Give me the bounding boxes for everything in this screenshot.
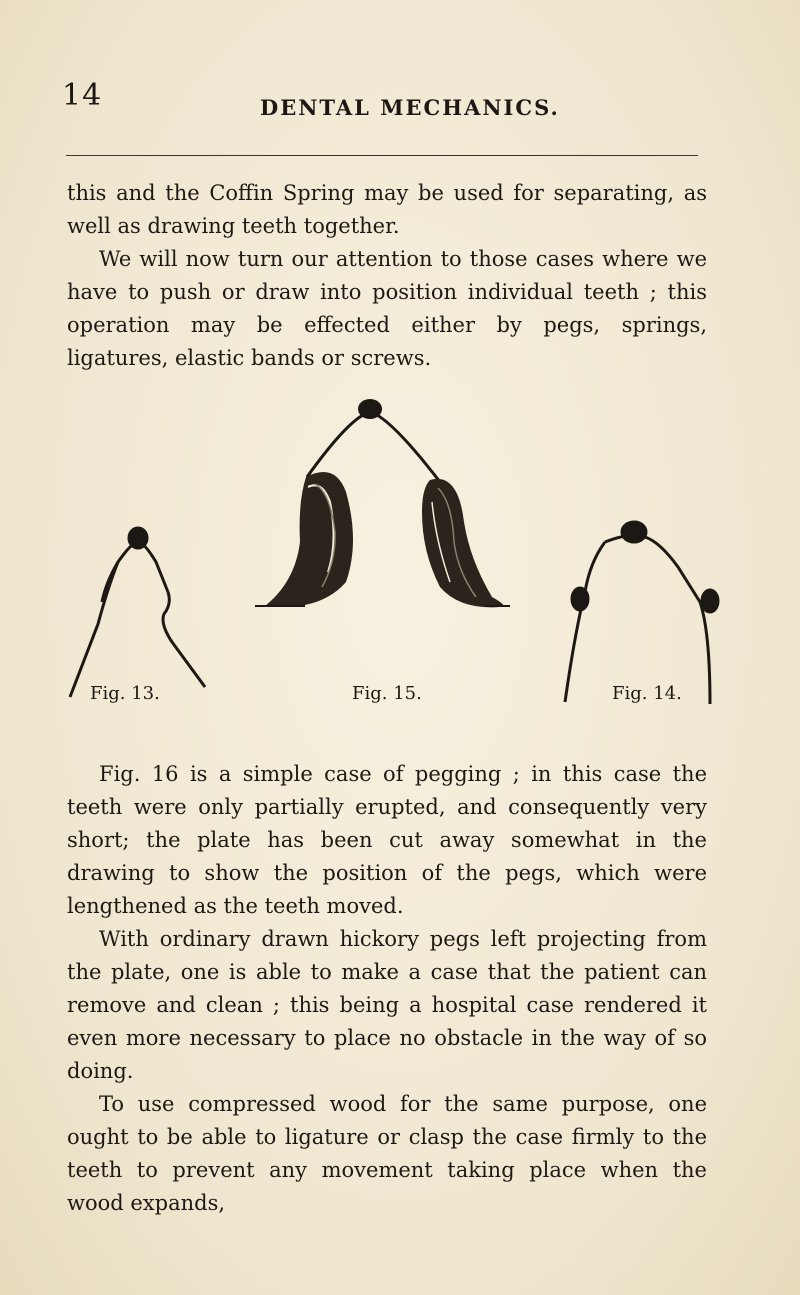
fig-14-coil-spring [565, 522, 718, 704]
paragraph-5: To use compressed wood for the same purpose, one ought to be able to ligature or clasp the case firmly to the teeth to prevent any movement taking place when the wood expands, [67, 1092, 707, 1215]
fig-13-caption: Fig. 13. [90, 683, 160, 704]
fig-13-spring [70, 528, 205, 697]
lower-text [67, 758, 707, 1220]
paragraph-3: Fig. 16 is a simple case of pegging ; in this case the teeth were only partially erupted, and consequently very short; the plate has been cut away somewhat in the drawing to show the position of the pegs, which were lengthened as the teeth moved. [67, 762, 707, 918]
page-number: 14 [62, 78, 103, 113]
fig-15-caption: Fig. 15. [352, 683, 422, 704]
paragraph-2: We will now turn our attention to those cases where we have to push or draw into position individual teeth ; this operation may be effected either by pegs, springs, ligatures, elastic bands or screws. [67, 247, 707, 370]
upper-text [67, 177, 707, 375]
fig-14-caption: Fig. 14. [612, 683, 682, 704]
running-title: DENTAL MECHANICS. [260, 95, 560, 120]
paragraph-1: this and the Coffin Spring may be used for separating, as well as drawing teeth together. [67, 181, 707, 238]
paragraph-4: With ordinary drawn hickory pegs left projecting from the plate, one is able to make a case that the patient can remove and clean ; this being a hospital case rendered it even more necessary to place no obstacle in the way of so doing. [67, 927, 707, 1083]
fig-15-spring-with-teeth [255, 399, 510, 607]
header-rule [66, 155, 698, 156]
figures-illustration [60, 392, 720, 722]
